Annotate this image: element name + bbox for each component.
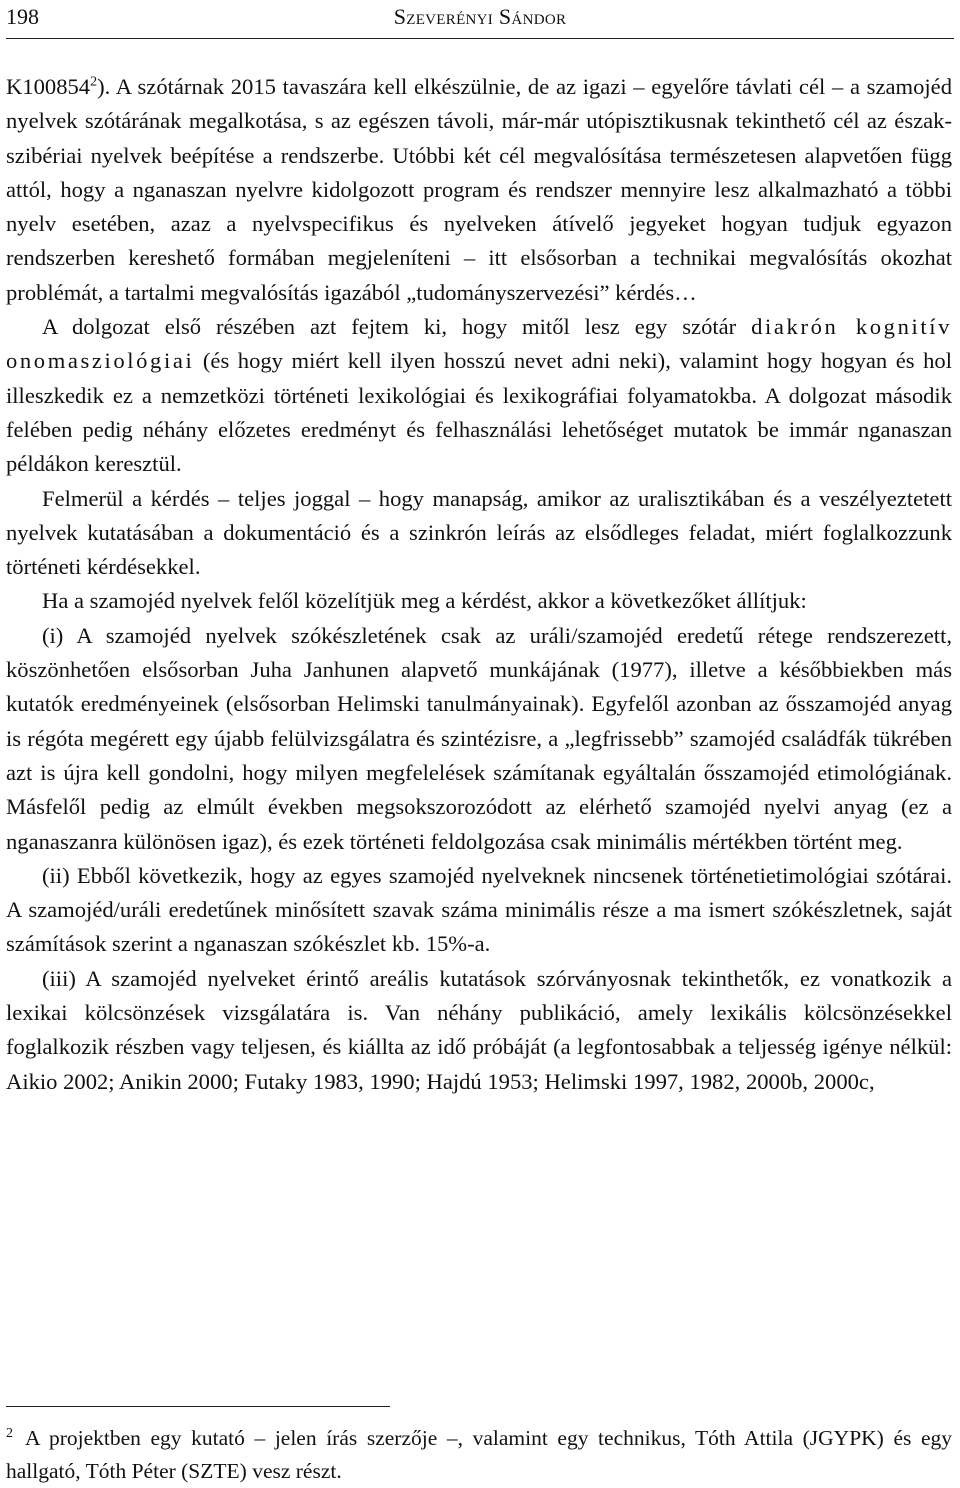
footnote-divider: [6, 1406, 390, 1407]
footnote-reference: 2: [90, 74, 98, 90]
footnote-2: [6, 1422, 952, 1488]
paragraph-2-rest: (és hogy miért kell ilyen hosszú nevet adni neki), valamint hogy hogyan és hol illeszkedik ez a nemzetközi történeti lexikológiai és lexikográfiai folyamatokba. A dolgozat második felében pedig néhány előzetes eredményt és felhasználási lehetőséget mutatok be immár nganaszan példákon keresztül.: [6, 348, 952, 477]
paragraph-2: [6, 310, 952, 481]
paragraph-2-start: A dolgozat első részében azt fejtem ki, hogy mitől lesz egy szótár: [42, 314, 737, 340]
spaced-term: diakrón kognitív onomasziológiai: [6, 314, 952, 374]
page-number: 198: [6, 4, 39, 29]
running-head-author: Szeverényi Sándor: [393, 4, 567, 29]
paragraph-7: (iii) A szamojéd nyelveket érintő areális kutatások szórványosnak tekinthetők, ez vonatkozik a lexikai kölcsönzések vizsgálatára is. Van néhány publikáció, amely lexikális kölcsönzésekkel foglalkozik részben vagy teljesen, és kiállta az idő próbáját (a legfontosabbak a teljesség igénye nélkül: Aikio 2002; Anikin 2000; Futaky 1983, 1990; Hajdú 1953; Helimski 1997, 1982, 2000b, 2000c,: [6, 965, 952, 1094]
paragraph-1: [6, 70, 952, 310]
body-text: [6, 70, 952, 1099]
footnote: [6, 1422, 952, 1488]
paragraph-5: (i) A szamojéd nyelvek szókészletének csak az uráli/szamojéd eredetű rétege rendszerezett, köszönhetően elsősorban Juha Janhunen alapvető munkájának (1977), illetve a későbbiekben más kutatók eredményeinek (elsősorban Helimski tanulmányainak). Egyfelől azonban az ősszamojéd anyag is régóta megérett egy újabb felülvizsgálatra és szintézisre, a „legfrissebb” szamojéd családfák tükrében azt is újra kell gondolni, hogy milyen megfelelések számítanak egyáltalán ősszamojéd etimológiának. Másfelől pedig az elmúlt években megsokszorozódott az elérhető szamojéd nyelvi anyag (ez a nganaszanra különösen igaz), és ezek történeti feldolgozása csak minimális mértékben történt meg.: [6, 622, 952, 854]
paragraph-6: (ii) Ebből következik, hogy az egyes szamojéd nyelveknek nincsenek történetietimológiai szótárai. A szamojéd/uráli eredetűnek minősített szavak száma minimális része a ma ismert szókészletnek, saját számítások szerint a nganaszan szókészlet kb. 15%-a.: [6, 862, 952, 957]
paragraph-1-rest: ). A szótárnak 2015 tavaszára kell elkészülnie, de az igazi – egyelőre távlati cél – a szamojéd nyelvek szótárának megalkotása, s az egészen távoli, már-már utópisztikusnak tekinthető cél az észak-szibériai nyelvek beépítése a rendszerbe. Utóbbi két cél megvalósítása természetesen alapvetően függ attól, hogy a nganaszan nyelvre kidolgozott program és rendszer mennyire lesz alkalmazható a többi nyelv esetében, azaz a nyelvspecifikus és nyelveken átívelő jegyeket hogyan tudjuk egyazon rendszerben kereshető formában megjeleníteni – itt elsősorban a technikai megvalósítás okozhat problémát, a tartalmi megvalósítás igazából „tudományszervezési” kérdés…: [6, 74, 952, 305]
paragraph-4: Ha a szamojéd nyelvek felől közelítjük meg a kérdést, akkor a következőket állítjuk:: [42, 588, 807, 614]
paragraph-3: Felmerül a kérdés – teljes joggal – hogy manapság, amikor az uralisztikában és a veszélyeztetett nyelvek kutatásában a dokumentáció és a szinkrón leírás az elsődleges feladat, miért foglalkozzunk történeti kérdésekkel.: [6, 485, 952, 580]
paragraph-1-start: K100854: [6, 74, 91, 99]
page-header: [6, 0, 954, 39]
footnote-text: A projektben egy kutató – jelen írás szerzője –, valamint egy technikus, Tóth Attila (JGYPK) és egy hallgató, Tóth Péter (SZTE) vesz részt.: [6, 1426, 952, 1483]
footnote-mark: 2: [6, 1425, 13, 1441]
